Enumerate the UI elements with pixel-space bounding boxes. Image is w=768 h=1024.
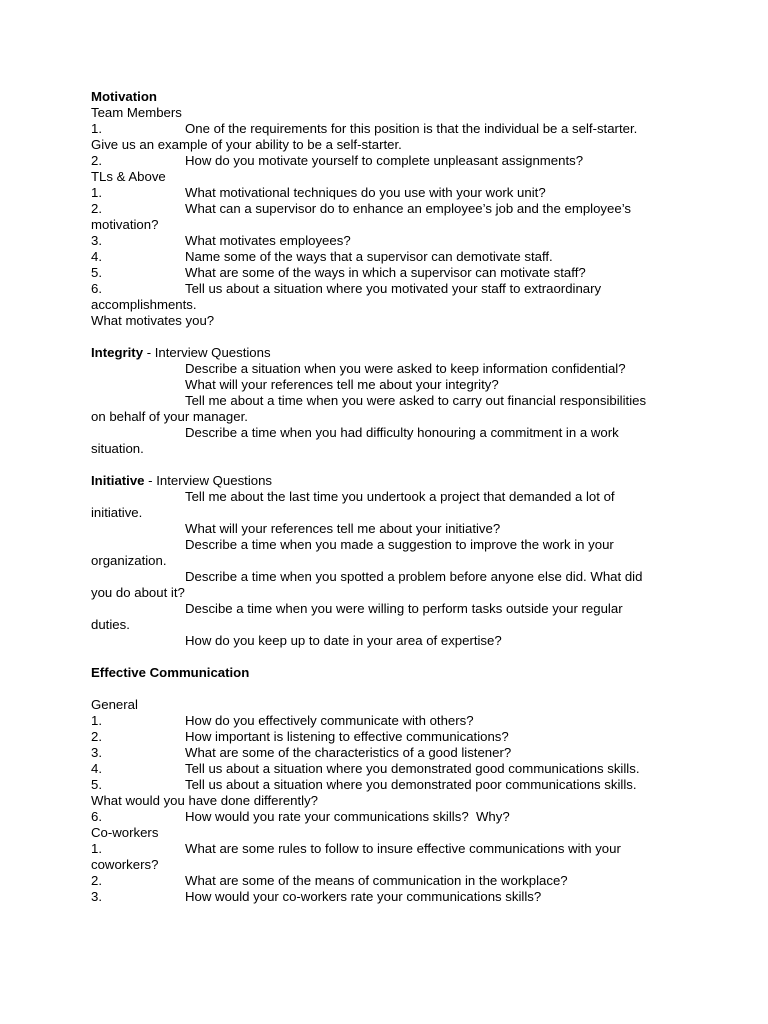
item-text-continued: What would you have done differently?: [91, 793, 319, 808]
item-number: 2.: [91, 153, 102, 168]
question-text: What will your references tell me about your integrity?: [185, 377, 499, 392]
item-text-continued: motivation?: [91, 217, 159, 232]
closing-question: What motivates you?: [91, 313, 215, 328]
list-item: [91, 249, 688, 265]
question-text: Tell me about the last time you undertook a project that demanded a lot of: [185, 489, 615, 504]
list-item: [91, 713, 688, 729]
item-text: Tell us about a situation where you motivated your staff to extraordinary: [185, 281, 602, 296]
item-number: 3.: [91, 745, 102, 760]
initiative-subtitle: - Interview Questions: [144, 473, 273, 488]
item-number: 1.: [91, 713, 102, 728]
item-number: 5.: [91, 265, 102, 280]
item-text: What are some rules to follow to insure effective communications with your: [185, 841, 621, 856]
coworkers-label: Co-workers: [91, 825, 159, 840]
list-item: [91, 185, 688, 201]
initiative-heading-line: [91, 473, 688, 489]
spacer: [91, 649, 688, 665]
item-text: What can a supervisor do to enhance an employee’s job and the employee’s: [185, 201, 631, 216]
list-item: [91, 809, 688, 825]
integrity-heading: Integrity: [91, 345, 144, 360]
list-item: [91, 745, 688, 761]
item-text: One of the requirements for this position is that the individual be a self-starter.: [185, 121, 638, 136]
list-item: [91, 777, 688, 793]
team-members-label: Team Members: [91, 105, 182, 120]
question-text-continued: duties.: [91, 617, 130, 632]
item-text: What are some of the characteristics of a good listener?: [185, 745, 512, 760]
item-number: 5.: [91, 777, 102, 792]
item-text: How do you effectively communicate with others?: [185, 713, 474, 728]
item-number: 4.: [91, 249, 102, 264]
list-item: [91, 153, 688, 169]
item-text-continued: accomplishments.: [91, 297, 197, 312]
list-item: [91, 761, 688, 777]
item-text: What are some of the means of communication in the workplace?: [185, 873, 568, 888]
question-text-continued: on behalf of your manager.: [91, 409, 248, 424]
question-text: Describe a time when you made a suggestion to improve the work in your: [185, 537, 614, 552]
item-text: What motivates employees?: [185, 233, 351, 248]
list-item: [91, 889, 688, 905]
item-text: Tell us about a situation where you demonstrated good communications skills.: [185, 761, 640, 776]
item-number: 1.: [91, 121, 102, 136]
question-text-continued: situation.: [91, 441, 144, 456]
motivation-heading: Motivation: [91, 89, 157, 104]
question-text-continued: initiative.: [91, 505, 143, 520]
item-number: 6.: [91, 809, 102, 824]
list-item: [91, 265, 688, 281]
question-text-continued: organization.: [91, 553, 167, 568]
item-number: 2.: [91, 873, 102, 888]
integrity-heading-line: [91, 345, 688, 361]
item-number: 1.: [91, 841, 102, 856]
list-item: [91, 233, 688, 249]
item-number: 4.: [91, 761, 102, 776]
list-item: [91, 841, 688, 857]
tls-label: TLs & Above: [91, 169, 166, 184]
list-item: [91, 281, 688, 297]
item-text: Name some of the ways that a supervisor can demotivate staff.: [185, 249, 553, 264]
spacer: [91, 457, 688, 473]
question-text: Describe a time when you had difficulty honouring a commitment in a work: [185, 425, 619, 440]
item-text-continued: Give us an example of your ability to be a self-starter.: [91, 137, 402, 152]
item-number: 6.: [91, 281, 102, 296]
general-label: General: [91, 697, 138, 712]
initiative-heading: Initiative: [91, 473, 145, 488]
question-text: How do you keep up to date in your area of expertise?: [185, 633, 502, 648]
communication-heading: Effective Communication: [91, 665, 250, 680]
item-text: What are some of the ways in which a supervisor can motivate staff?: [185, 265, 586, 280]
item-number: 3.: [91, 233, 102, 248]
list-item: [91, 873, 688, 889]
item-text: How would you rate your communications skills? Why?: [185, 809, 510, 824]
item-text: How would your co-workers rate your communications skills?: [185, 889, 542, 904]
item-number: 2.: [91, 201, 102, 216]
item-text: What motivational techniques do you use with your work unit?: [185, 185, 546, 200]
item-number: 1.: [91, 185, 102, 200]
question-text: Tell me about a time when you were asked to carry out financial responsibilities: [185, 393, 647, 408]
list-item: [91, 729, 688, 745]
item-number: 2.: [91, 729, 102, 744]
item-text: How important is listening to effective communications?: [185, 729, 509, 744]
item-text: Tell us about a situation where you demonstrated poor communications skills.: [185, 777, 637, 792]
question-text: Describe a time when you spotted a problem before anyone else did. What did: [185, 569, 643, 584]
spacer: [91, 681, 688, 697]
item-text: How do you motivate yourself to complete unpleasant assignments?: [185, 153, 584, 168]
spacer: [91, 329, 688, 345]
list-item: [91, 201, 688, 217]
question-text: Describe a situation when you were asked to keep information confidential?: [185, 361, 626, 376]
question-text: What will your references tell me about your initiative?: [185, 521, 501, 536]
item-text-continued: coworkers?: [91, 857, 159, 872]
item-number: 3.: [91, 889, 102, 904]
list-item: [91, 121, 688, 137]
integrity-subtitle: - Interview Questions: [143, 345, 271, 360]
question-text-continued: you do about it?: [91, 585, 185, 600]
question-text: Descibe a time when you were willing to perform tasks outside your regular: [185, 601, 623, 616]
